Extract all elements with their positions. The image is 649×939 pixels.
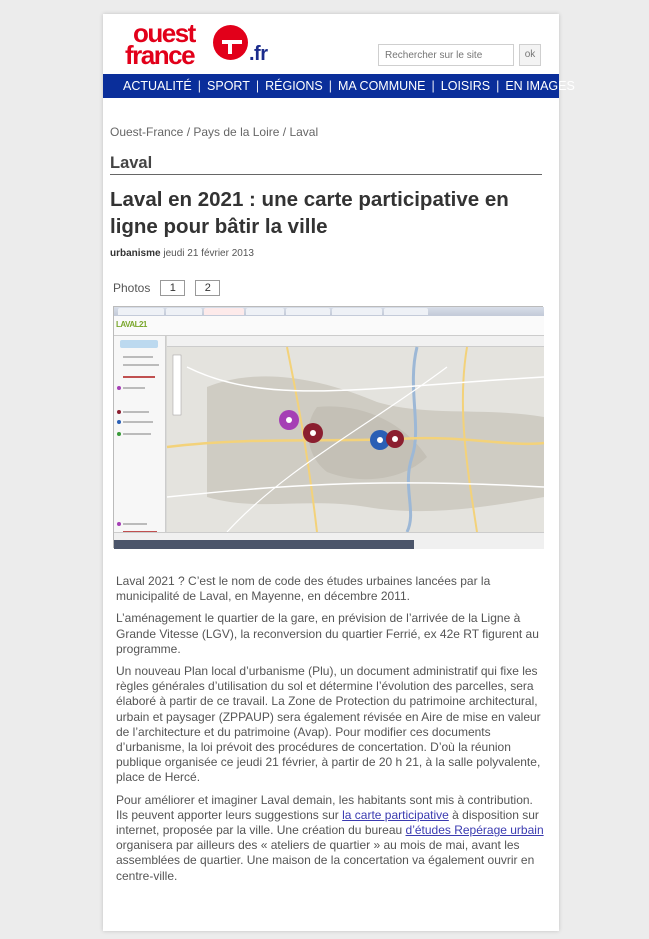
nav-separator: | xyxy=(328,79,333,93)
logo-word-ouest: ouest xyxy=(133,18,195,48)
laval-logo-text: LAVAL xyxy=(116,320,139,329)
article-category[interactable]: urbanisme xyxy=(110,248,161,259)
search-input[interactable] xyxy=(378,44,514,66)
photo-button-1[interactable]: 1 xyxy=(160,280,185,296)
laval-21-logo xyxy=(116,318,147,330)
sidebar-line xyxy=(123,356,153,358)
map-marker-purple[interactable] xyxy=(279,410,299,430)
nav-separator: | xyxy=(255,79,260,93)
article-photo[interactable] xyxy=(113,306,543,548)
article-paragraph xyxy=(116,793,546,884)
map-marker-red[interactable] xyxy=(303,423,323,443)
map-toolbar xyxy=(167,336,544,347)
sidebar-line xyxy=(123,376,155,378)
paragraph-text: organisera par ailleurs des « ateliers de quartier » au mois de mai, avant les assemblées de quartier. Une maison de la concertation va également ouvrir en centre-ville. xyxy=(116,838,535,883)
breadcrumb-separator: / xyxy=(183,125,194,139)
breadcrumb-separator: / xyxy=(279,125,290,139)
browser-tab xyxy=(118,308,164,315)
reperage-urbain-link[interactable]: d’études Repérage urbain xyxy=(405,823,544,838)
main-navigation xyxy=(103,74,575,98)
map-graphic xyxy=(167,347,544,532)
sidebar-line xyxy=(123,387,145,389)
photo-button-2[interactable]: 2 xyxy=(195,280,220,296)
legend-dot xyxy=(117,410,121,414)
article-title: Laval en 2021 : une carte participative en ligne pour bâtir la ville xyxy=(110,188,509,238)
article-page xyxy=(103,14,575,931)
breadcrumb-item-pays-de-la-loire[interactable]: Pays de la Loire xyxy=(193,125,280,139)
sidebar-line xyxy=(123,433,151,435)
browser-tab xyxy=(166,308,202,315)
browser-tab xyxy=(204,308,244,315)
article-body xyxy=(116,574,546,891)
breadcrumb-item-ouest-france[interactable]: Ouest-France xyxy=(110,125,184,139)
sidebar-logo-block xyxy=(120,340,158,348)
browser-tab xyxy=(332,308,382,315)
nav-separator: | xyxy=(431,79,435,93)
article-paragraph: L’aménagement le quartier de la gare, en prévision de l’arrivée de la Ligne à Grande Vitesse (LGV), la reconversion du quartier Ferrié, ex 42e RT figurent au programme. xyxy=(116,611,539,656)
photos-label: Photos xyxy=(113,281,151,295)
nav-item-ma-commune[interactable]: MA COMMUNE xyxy=(338,79,426,93)
article-date: jeudi 21 février 2013 xyxy=(163,248,254,259)
legend-dot xyxy=(117,522,121,526)
paragraph-text: à disposition sur internet, proposée par la ville. Une création du bureau xyxy=(116,807,539,838)
section-title: Laval xyxy=(110,154,153,172)
paragraph-text: Pour améliorer et imaginer Laval demain, les habitants sont mis à contribution. Ils peuvent apporter leurs suggestions sur xyxy=(116,792,533,822)
laval-logo-suffix: 21 xyxy=(138,320,147,329)
section-divider xyxy=(110,174,542,175)
sidebar-line xyxy=(123,421,153,423)
nav-item-regions[interactable]: RÉGIONS xyxy=(265,79,323,93)
breadcrumb xyxy=(110,125,318,139)
search-button[interactable]: ok xyxy=(519,44,541,66)
article-paragraph: Un nouveau Plan local d’urbanisme (Plu), un document administratif qui fixe les règles générales d’utilisation du sol et détermine l’évolution des parcelles, sera élaboré à partir de ce travail. La Zone de Protection du patrimoine architectural, urbain et paysager (ZPPAUP) sera également révisée en Aire de mise en valeur de l’architecture et du patrimoine (Avap). Pour modifier ces documents d’urbanisme, la loi prévoit des procédures de concertation. D’où la réunion publique organisée ce jeudi 21 février, à partir de 20 h 21, à la salle polyvalente, place de Hercé. xyxy=(116,664,541,785)
nav-item-en-images[interactable]: EN IMAGES xyxy=(505,79,575,93)
sidebar-line xyxy=(123,411,149,413)
nav-separator: | xyxy=(197,79,202,93)
browser-tab xyxy=(246,308,284,315)
map-sidebar xyxy=(114,336,166,549)
article-paragraph: Laval 2021 ? C’est le nom de code des études urbaines lancées par la municipalité de Laval, en Mayenne, en décembre 2011. xyxy=(116,574,491,604)
map-marker-red[interactable] xyxy=(386,430,404,448)
logo-circle-icon xyxy=(213,25,248,60)
browser-status-bar xyxy=(114,540,414,549)
nav-item-loisirs[interactable]: LOISIRS xyxy=(440,79,491,93)
legend-dot xyxy=(117,420,121,424)
legend-dot xyxy=(117,386,121,390)
legend-dot xyxy=(117,432,121,436)
nav-item-actualite[interactable]: ACTUALITÉ xyxy=(123,79,192,93)
map-view[interactable] xyxy=(167,347,544,532)
site-header xyxy=(114,316,544,336)
participative-map-link[interactable]: la carte participative xyxy=(342,807,449,822)
logo-suffix: .fr xyxy=(249,43,268,65)
logo-word-france: france xyxy=(125,40,195,70)
nav-separator: | xyxy=(496,79,500,93)
browser-tab xyxy=(286,308,330,315)
sidebar-line xyxy=(123,364,159,366)
sidebar-line xyxy=(123,523,147,525)
breadcrumb-item-laval[interactable]: Laval xyxy=(289,125,319,139)
nav-item-sport[interactable]: SPORT xyxy=(207,79,250,93)
article-meta xyxy=(110,248,254,259)
browser-tabs-strip xyxy=(114,307,544,316)
zoom-control xyxy=(173,355,181,415)
photo-pager xyxy=(113,280,220,296)
browser-tab xyxy=(384,308,428,315)
ouest-france-logo[interactable] xyxy=(125,18,285,78)
